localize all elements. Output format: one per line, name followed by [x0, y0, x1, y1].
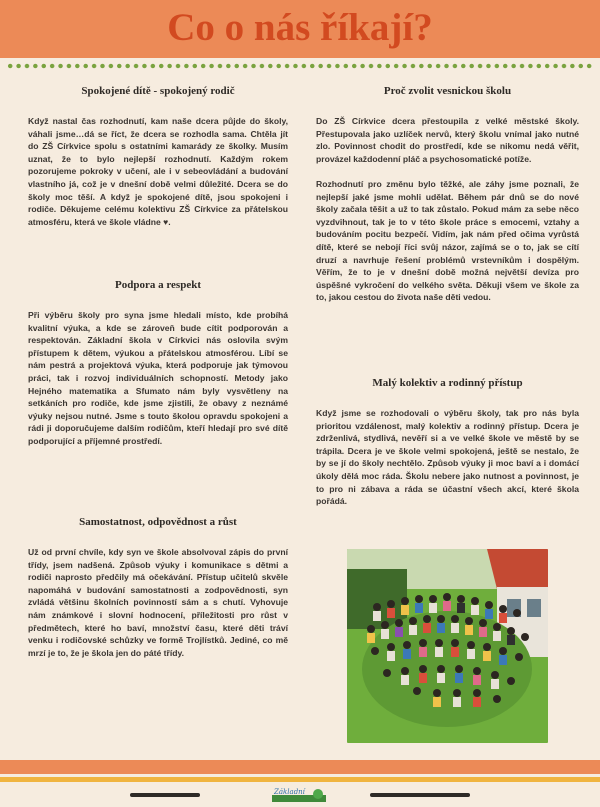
testimonial-text: Když jsme se rozhodovali o výběru školy, tak pro nás byla prioritou vzdálenost, malý kolektiv a rodinný přístup. Dcera je zdrženlivá, stydlivá, nevěří si a ve velké škole ve městě by se trápila. Dcera je ve škole velmi spokojená, ještě se nestalo, že by se jí do školy nechtělo. Způsob výuky ji moc baví a i domácí úkoly dělá moc ráda. Školu nebere jako nutnost a povinnost, je to pro ni zábava a ráda se účastní všech akcí, které škola pořádá. [316, 408, 579, 507]
logo-text: Základní [274, 788, 305, 796]
testimonial-text: Do ZŠ Církvice dcera přestoupila z velké městské školy. Přestupovala jako uzlíček nervů, který školu vnímal jako nutné zlo. Povinnost chodit do prostředí, kde se nikomu nedá věřit, provázel každodenní pláč a psychosomatické potíže. [316, 116, 579, 164]
testimonial-text: Při výběru školy pro syna jsme hledali místo, kde probíhá kvalitní výuka, a kde se zároveň bude cítit podporován a respektován. Základní škola v Církvici nás oslovila svým přístupem k dětem, výukou a přátelskou atmosférou. Líbí se nám pestrá a projektová výuka, která podporuje jak týmovou práci, tak i rozvoj individuálních schopností. Metody jako Hejného matematika a Sfumato nám byly vysvětleny na setkáních pro rodiče, kde jsme zjistili, že obavy z neznámé výuky nejsou nutné. Jsme s touto školou opravdu spokojeni a rádi ji doporučujeme dalším rodičům, kteří hledají pro své dítě podporující a příjemné prostředí. [28, 310, 288, 446]
section-heading: Samostatnost, odpovědnost a růst [79, 516, 237, 528]
section-heading: Spokojené dítě - spokojený rodič [81, 85, 235, 97]
footer-stripe-accent [0, 777, 600, 782]
section-heading: Podpora a respekt [115, 279, 201, 291]
footer-stripe [0, 760, 600, 774]
footer-decoration [370, 793, 470, 797]
footer-decoration [130, 793, 200, 797]
group-photo [347, 549, 548, 743]
section-heading: Proč zvolit vesnickou školu [383, 85, 512, 97]
left-column [28, 0, 288, 760]
page-title: Co o nás říkají? [167, 6, 433, 49]
testimonial-text-continued: Rozhodnutí pro změnu bylo těžké, ale záhy jsme poznali, že nejlepší jaké jsme mohli udělat. Během pár dnů se do nové školy začala těšit a už to tak zůstalo. Pokud mám za sebe něco vyzdvihnout, tak je to v této škole práce s emocemi, vztahy a budováním pocitu bezpečí. Vidím, jak nám před očima vyrůstá dítě, které se nebojí říci svůj názor, zajímá se o to, jak se cítí druzí a navrhuje řešení problémů vrstevníkům i dospělým. Věřím, že to je v dnešní době možná největší devíza pro úspěšné vykročení do velkého světa. Děkuji všem ve škole za to, jakou cestou do života naše děti vedou. [316, 179, 579, 303]
section-heading: Malý kolektiv a rodinný přístup [372, 377, 523, 389]
testimonial-text: Už od první chvíle, kdy syn ve škole absolvoval zápis do první třídy, jsem nadšená. Způsob výuky i komunikace s dětmi a rodiči naprosto předčily má očekávání. Přístup učitelů skvěle napomáhá v budování samostatnosti a zodpovědnosti, syn zvládá většinu školních povinností sám a s chutí. Vyhovuje nám známkové i slovní hodnocení, příležitosti pro růst v předmětech, které ho baví, množství času, které děti tráví venku i rodičovské schůzky ve formě Trojlístků. Jediné, co mě mrzí je to, že je škola jen do páté třídy. [28, 547, 288, 658]
testimonial-text: Když nastal čas rozhodnutí, kam naše dcera půjde do školy, váhali jsme…dá se říct, že dcera se rozhodla sama. Chtěla jít do ZŠ Církvice spolu s ostatními kamarády ze školky. Musím uznat, že to bylo nejlepší rozhodnutí. Každým rokem pozorujeme pokroky v učení, ale i v sebeovládání a budování vlastního já, což je v dnešní době velmi důležité. Dcera se do školy moc těší. A když je spokojené dítě, jsou spokojeni i rodiče. Děkujeme celému kolektivu ZŠ Církvice za přátelskou atmosféru, která ve škole vládne ♥. [28, 116, 288, 227]
group-photo-image [347, 549, 548, 743]
